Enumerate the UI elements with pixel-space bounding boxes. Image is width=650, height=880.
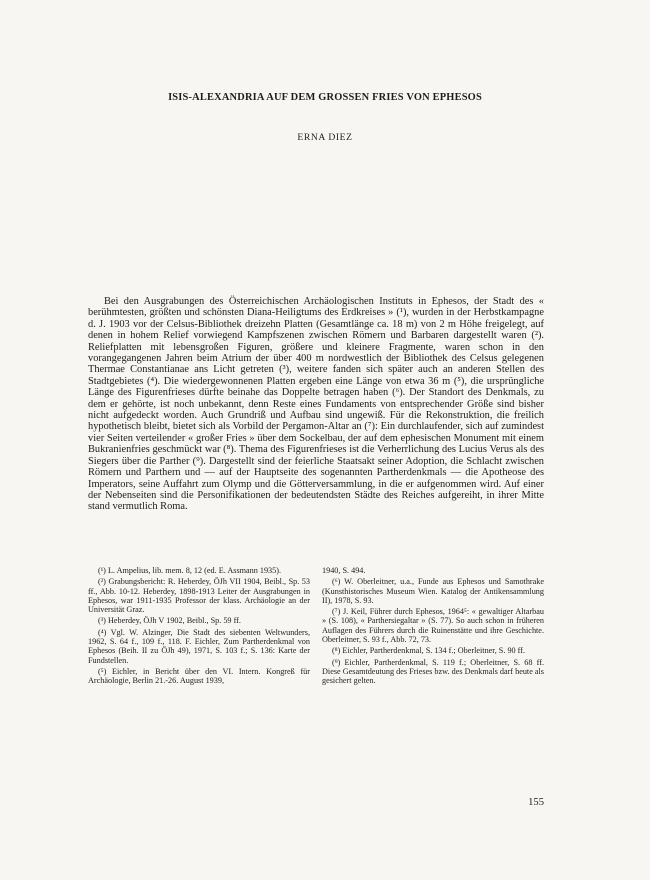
footnote-7: (⁷) J. Keil, Führer durch Ephesos, 1964⁵: « gewaltiger Altarbau » (S. 108), « Parthersiegaltar » (S. 77). So auch schon in früheren Auflagen des Führers durch die Ruinenstätte und ihre Geschichte. Oberleitner, S. 93 f., Abb. 72, 73. [322,607,544,645]
author-name: ERNA DIEZ [297,132,353,143]
footnote-5-continued: 1940, S. 494. [322,566,366,575]
footnotes-left-column [88,566,310,688]
article-title: ISIS-ALEXANDRIA AUF DEM GROSSEN FRIES VON EPHESOS [168,92,482,103]
footnote-9: (⁹) Eichler, Partherdenkmal, S. 119 f.; Oberleitner, S. 68 ff. Diese Gesamtdeutung des Frieses bzw. des Denkmals darf heute als gesichert gelten. [322,657,544,686]
footnote-5: (⁵) Eichler, in Bericht über den VI. Intern. Kongreß für Archäologie, Berlin 21.-26. August 1939, [88,666,310,686]
footnote-8: (⁸) Eichler, Partherdenkmal, S. 134 f.; Oberleitner, S. 90 ff. [332,646,526,656]
footnote-2: (²) Grabungsbericht: R. Heberdey, ÖJh VII 1904, Beibl., Sp. 53 ff., Abb. 10-12. Heberdey, 1898-1913 Leiter der Ausgrabungen in Ephesos, war 1911-1935 Professor der klass. Archäologie an der Universität Graz. [88,577,310,615]
footnotes-right-column [322,566,544,688]
footnote-4: (⁴) Vgl. W. Alzinger, Die Stadt des siebenten Weltwunders, 1962, S. 64 f., 109 f., 118. F. Eichler, Zum Partherdenkmal von Ephesos (Beih. II zu ÖJh 49), 1971, S. 103 f.; S. 136: Karte der Fundstellen. [88,627,310,665]
page-number: 155 [528,797,544,808]
footnote-1: (¹) L. Ampelius, lib. mem. 8, 12 (ed. E. Assmann 1935). [98,566,282,575]
body-paragraph: Bei den Ausgrabungen des Österreichischen Archäologischen Instituts in Ephesos, der Stadt des « berühmtesten, größten und schönsten Diana-Heiligtums des Erdkreises » (¹), wurden in der Herbstkampagne d. J. 1903 vor der Celsus-Bibliothek dreizehn Platten (Gesamtlänge ca. 18 m) von 2 m Höhe freigelegt, auf denen in hohem Relief vorwiegend Kampfszenen zwischen Römern und Barbaren dargestellt waren (²). Reliefplatten mit lebensgroßen Figuren, größere und kleinere Fragmente, waren schon in den vorangegangenen Jahren beim Atrium der über 400 m nordwestlich der Bibliothek des Celsus gelegenen Thermae Constantianae ans Licht getreten (³), weitere fanden sich später auch an anderen Stellen des Stadtgebietes (⁴). Die wiedergewonnenen Platten ergeben eine Länge von etwa 36 m (⁵), die ursprüngliche Länge des Figurenfrieses dürfte beinahe das Doppelte betragen haben (⁶). Der Standort des Denkmals, zu dem er gehörte, ist noch unbekannt, denn Reste eines Fundaments von entsprechender Größe sind bisher nicht aufgedeckt worden. Auch Grundriß und Aufbau sind ungewiß. Für die Rekonstruktion, die freilich hypothetisch bleibt, bietet sich als Vorbild der Pergamon-Altar an (⁷): Ein durchlaufender, sich auf zumindest vier Seiten verteilender « großer Fries » über dem Sockelbau, der auf dem ephesischen Monument mit einem Bukranienfries geschmückt war (⁸). Thema des Figurenfrieses ist die Verherrlichung des Lucius Verus als des Siegers über die Parther (⁹). Dargestellt sind der feierliche Staatsakt seiner Adoption, die Schlacht zwischen Römern und Parthern und — auf der Hauptseite des sogenannten Partherdenkmals — die Apotheose des Imperators, seine Auffahrt zum Olymp und die Götterversammlung, in die er aufgenommen wird. Auf einer der Nebenseiten sind die Personifikationen der bedeutendsten Städte des Reiches aufgereiht, in ihrer Mitte stand vermutlich Roma. [88,296,544,513]
body-text [88,296,544,513]
footnote-3: (³) Heberdey, ÖJh V 1902, Beibl., Sp. 59 ff. [98,616,241,626]
footnote-6: (⁶) W. Oberleitner, u.a., Funde aus Ephesos und Samothrake (Kunsthistorisches Museum Wien. Katalog der Antikensammlung II), 1978, S. 93. [322,577,544,605]
footnotes [88,566,544,688]
